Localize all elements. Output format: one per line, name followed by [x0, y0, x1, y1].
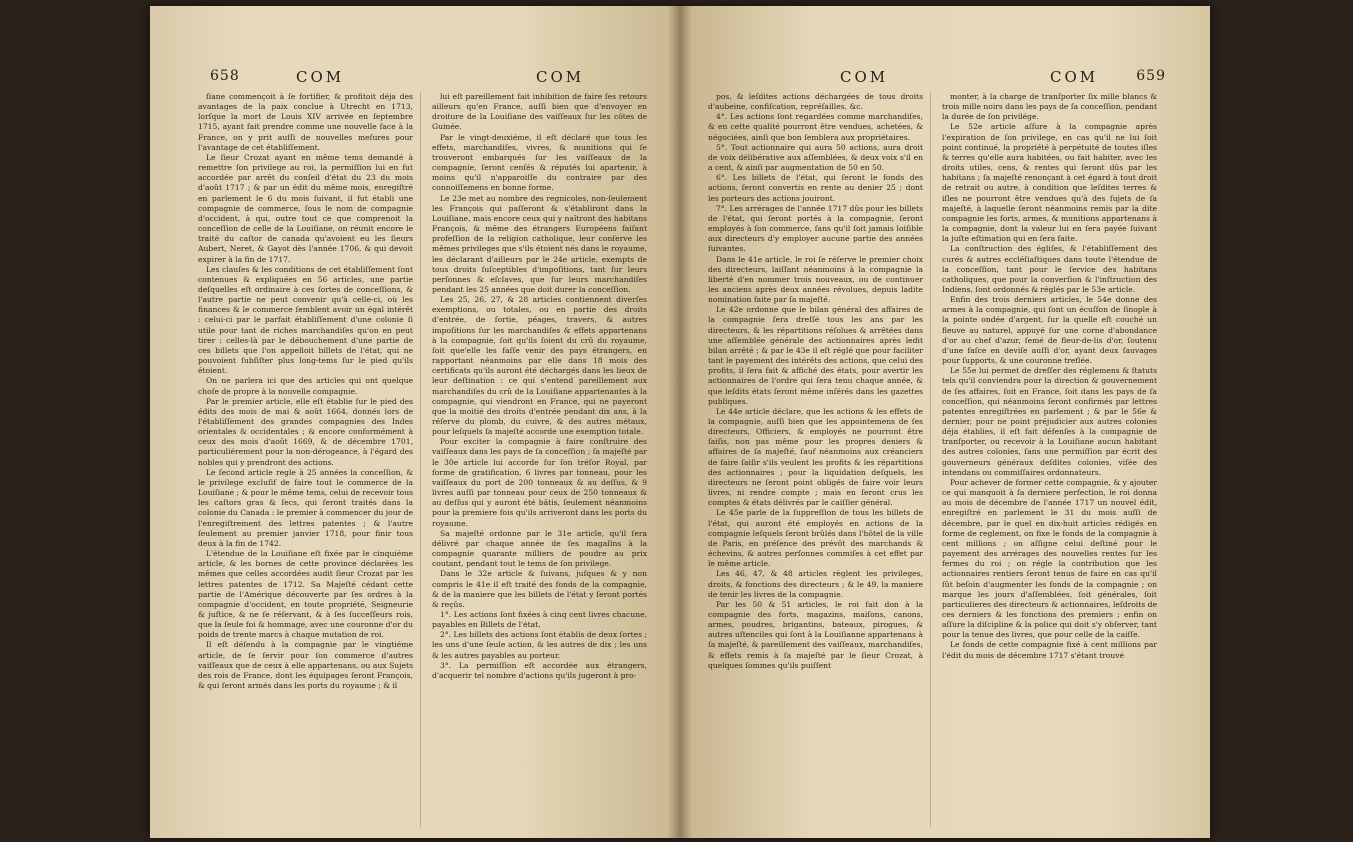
paragraph: ſiane commençoit à ſe fortifier, & profitoit déja des avantages de la paix conclue à Utrecht en 1713, lorſque la mort de Louis XIV arrivée en ſeptembre 1715, ayant fait prendre comme une nouvelle face à la France, on y prit auſſi de nouvelles meſures pour l'avantage de cet établiſſement.: [198, 92, 413, 152]
paragraph: 3°. La permiſſion eſt accordée aux étrangers, d'acquerir tel nombre d'actions qu'ils jugeront à pro-: [432, 660, 647, 680]
text-column: [708, 92, 923, 827]
paragraph: 5°. Tout actionnaire qui aura 50 actions, aura droit de voix délibérative aux aſſemblées, & deux voix s'il en a cent, & ainſi par augmentation de 50 en 50.: [708, 142, 923, 173]
paragraph: Enfin des trois derniers articles, le 54e donne des armes à la compagnie, qui ſont un écuſſon de ſinople à la pointe ondée d'argent, ſur la quelle eſt couché un fleuve au naturel, appuyé ſur une corne d'abondance d'or au chef d'azur, ſemé de fleur-de-lis d'or, ſoutenu d'une faſce en deviſe auſſi d'or, ayant deux ſauvages pour ſupports, & une couronne treflée.: [942, 295, 1157, 366]
column-rule: [930, 92, 931, 827]
paragraph: Pour achever de former cette compagnie, & y ajouter ce qui manquoit à ſa derniere perfection, le roi donna au mois de décembre de l'année 1717 un nouvel édit, enregiſtré en parlement le 31 du mois auſſi de décembre, par le quel en dix-huit articles rédigés en forme de reglement, on fixe le fonds de la compagnie à cent millions ; on aſſigne celui deſtiné pour le payement des arrérages des nouvelles rentes ſur les fermes du roi ; on régle la contribution que les actionnaires rentiers ſeront tenus de faire en cas qu'il ſût beſoin d'augmenter les fonds de la compagnie ; on marque les jours d'aſſemblées, ſoit générales, ſoit particulieres des directeurs & actionnaires, leſdroits de ces derniers & les fonctions des premiers ; enfin on aſſure la diſcipline & la police qui doit s'y obſerver, tant pour la tenue des livres, que pour celle de la caiſſe.: [942, 477, 1157, 640]
right-page: [680, 6, 1210, 838]
paragraph: Dans le 41e article, le roi ſe réſerve le premier choix des directeurs, laiſſant néanmoins à la compagnie la liberté d'en nommer trois nouveaux, ou de continuer les anciens après deux années révolues, depuis ladite nomination faite par ſa majeſté.: [708, 254, 923, 305]
paragraph: Le ſecond article regle à 25 années la conceſſion, & le privilege excluſif de faire tout le commerce de la Louiſiane ; & pour le même tems, celui de recevoir tous les caſtors gras & ſecs, qui ſeront traités dans la colonie du Canada : le premier à commencer du jour de l'enregiſtrement des lettres patentes ; & l'autre ſeulement au premier janvier 1718, pour finir tous deux à la fin de 1742.: [198, 467, 413, 548]
paragraph: Les 25, 26, 27, & 28 articles contiennent diverſes exemptions, ou totales, ou en partie des droits d'entrée, de ſortie, péages, travers, & autres impoſitions ſur les marchandiſes & effets appartenans à la compagnie, ſoit qu'ils ſoient du crû du royaume, ſoit que'elle les faſſe venir des pays étrangers, en rapportant néanmoins par elle dans 18 mois des certificats qu'ils auront été déchargés dans les lieux de leur deſtination : ce qui s'entend pareillement aux marchandiſes du crû de la Louiſiane appartenantes à la compagnie, qui viendront en France, qui ne payeront que la moitié des droits d'entrée pendant dix ans, à la réſerve du plomb, du cuivre, & des autres métaux, pour leſquels ſa majeſté accorde une exemption totale.: [432, 295, 647, 437]
paragraph: Le fonds de cette compagnie fixé à cent millions par l'édit du mois de décembre 1717 s'étant trouvé: [942, 640, 1157, 660]
right-page-header: [720, 68, 1166, 88]
paragraph: Dans le 32e article & ſuivans, juſques & y non compris le 41e il eſt traité des fonds de la compagnie, & de la maniere que les billets de l'état y ſeront portés & reçûs.: [432, 569, 647, 609]
paragraph: Le 23e met au nombre des regnicoles, non-ſeulement les François qui paſſeront & s'établiront dans la Louiſiane, mais encore ceux qui y naîtront des habitans François, & même des étrangers Européens faiſant profeſſion de la religion catholique, leur conſerve les mêmes privileges que s'ils étoient nés dans le royaume, les déclarant d'ailleurs par le 24e article, exempts de tous droits ſuſceptibles d'impoſitions, tant ſur leurs perſonnes & eſclaves, que ſur leurs marchandiſes pendant les 25 années que doit durer la conceſſion.: [432, 193, 647, 294]
paragraph: 4°. Les actions ſont regardées comme marchandiſes, & en cette qualité pourront être vendues, achetées, & négociées, ainſi que bon ſemblera aux propriétaires.: [708, 112, 923, 142]
page-number-right: 659: [1136, 68, 1166, 84]
left-page-header: [210, 68, 640, 88]
running-head: COM: [840, 68, 889, 86]
paragraph: Le 52e article aſſure à la compagnie après l'expiration de ſon privilege, en cas qu'il ne lui ſoit point continué, la propriété à perpétuité de toutes iſles & terres qu'elle aura habitées, ou fait habiter, avec les droits utiles, cens, & rentes qui ſeront dûs par les habitans ; ſa majeſté renonçant à cet égard à tout droit de retrait ou autre, à condition que leſdites terres & iſles ne pourront être vendues qu'à des ſujets de ſa majeſté, à laquelle ſeront néanmoins remis par la dite compagnie les forts, armes, & munitions appartenans à la compagnie, dont la valeur lui en ſera payée ſuivant la juſte eſtimation qui en ſera faite.: [942, 122, 1157, 244]
paragraph: Sa majeſté ordonne par le 31e article, qu'il ſera délivré par chaque année de ſes magaſins à la compagnie quarante milliers de poudre au prix coutant, pendant tout le tems de ſon privilege.: [432, 528, 647, 569]
text-column: [198, 92, 413, 827]
paragraph: pos, & leſdites actions déchargées de tous droits d'aubeine, confiſcation, repréſailles, &c.: [708, 92, 923, 112]
paragraph: Par le premier article, elle eſt établie ſur le pied des édits des mois de mai & août 1664, donnés lors de l'établiſſement des grandes compagnies des Indes orientales & occidentales ; & encore conformément à ceux des mois d'août 1669, & de décembre 1701, particuliérement pour la non-dérogeance, à l'égard des nobles qui y prendront des actions.: [198, 396, 413, 467]
book-gutter: [668, 6, 692, 838]
paragraph: monter, à la charge de tranſporter ſix mille blancs & trois mille noirs dans les pays de ſa conceſſion, pendant la durée de ſon privilége.: [942, 92, 1157, 122]
paragraph: Les 46, 47, & 48 articles règlent les privileges, droits, & fonctions des directeurs ; & le 49, la maniere de tenir les livres de la compagnie.: [708, 569, 923, 599]
paragraph: On ne parlera ici que des articles qui ont quelque choſe de propre à la nouvelle compagnie.: [198, 376, 413, 396]
paragraph: Par les 50 & 51 articles, le roi fait don à la compagnie des forts, magazins, maiſons, canons, armes, poudres, brigantins, bateaux, pirogues, & autres uſtenciles qui ſont à la Louiſianne appartenans à ſa majeſté, & pareillement des vaiſſeaux, marchandiſes, & effets remis à ſa majeſté par le ſieur Crozat, à quelques ſommes qu'ils puiſſent: [708, 599, 923, 670]
paragraph: Le 45e parle de la ſuppreſſion de tous les billets de l'état, qui auront été employés en actions de la compagnie leſquels ſeront brûlés dans l'hôtel de la ville de Paris, en préſence des prévôt des marchands & échevins, & autres perſonnes commiſes à cet effet par le même article.: [708, 508, 923, 569]
paragraph: Le ſieur Crozat ayant en même tems demandé à remettre ſon privilege au roi, la permiſſion lui en fut accordée par arrêt du conſeil d'état du 23 du mois d'août 1717 ; & par un édit du même mois, enregiſtré en parlement le 6 du mois ſuivant, il fut établi une compagnie de commerce, ſous le nom de compagnie d'occident, à qui, outre tout ce que comprenoit la conceſſion de celle de la Louiſiane, on réunit encore le traité du caſtor de canada qu'avoient eu les ſieurs Aubert, Neret, & Gayot dès l'année 1706, & qui devoit expirer à la fin de 1717.: [198, 152, 413, 264]
paragraph: 2°. Les billets des actions ſont établis de deux ſortes ; les uns d'une ſeule action, & les autres de dix ; les uns & les autres payables au porteur.: [432, 630, 647, 660]
left-page: [150, 6, 680, 838]
paragraph: 1°. Les actions ſont fixées à cinq cent livres chacune, payables en Billets de l'état.: [432, 609, 647, 630]
paragraph: La conſtruction des égliſes, & l'établiſſement des curés & autres eccléſiaſtiques dans toute l'étendue de la conceſſion, tant pour le ſervice des habitans catholiques, que pour la converſion & l'inſtruction des Indiens, ſont ordonnés & réglés par le 53e article.: [942, 244, 1157, 294]
paragraph: Le 42e ordonne que le bilan général des affaires de la compagnie ſera dreſſé tous les ans par les directeurs, & les répartitions réſolues & arrêtées dans une aſſemblée générale des actionnaires après ledit bilan arrêté ; & par le 43e il eſt réglé que pour faciliter tant le payement des intérêts des actions, que celui des profits, il ſera fait & affiché des états, pour avertir les actionnaires de l'ordre qui ſera tenu chaque année, & que leſdits états ſeront même inſérés dans les gazettes publiques.: [708, 305, 923, 406]
column-rule: [420, 92, 421, 827]
paragraph: 6°. Les billets de l'état, qui ſeront le fonds des actions, ſeront convertis en rente au denier 25 ; dont les porteurs des actions jouiront.: [708, 173, 923, 203]
paragraph: Pour exciter la compagnie à faire conſtruire des vaiſſeaux dans les pays de ſa conceſſion ; ſa majeſté par le 30e article lui accorde ſur ſon tréſor Royal, par forme de gratification, 6 livres par tonneau, pour les vaiſſeaux du port de 200 tonneaux & au deſſus, & 9 livres auſſi par tonneau pour ceux de 250 tonneaux & au deſſus qui y auront été bâtis, ſeulement néanmoins pour la premiere fois qu'ils arriveront dans les ports du royaume.: [432, 437, 647, 528]
page-number-left: 658: [210, 68, 240, 84]
text-column: [432, 92, 647, 827]
paragraph: Les clauſes & les conditions de cet établiſſement ſont contenues & expliquées en 56 articles, une partie deſquelles eſt ordinaire à ces ſortes de conceſſions, & l'autre partie ne peut convenir qu'à celle-ci, où les finances & le commerce ſemblent avoir un égal intérêt : celui-ci par le parfait établiſſement d'une colonie ſi utile pour tant de riches marchandiſes qu'on en peut tirer : celles-là par le débouchement d'une partie de ces billets que l'on appelloit billets de l'état, qui ne pouvoient ſubſiſter plus long-tems ſur le pied qu'ils étoient.: [198, 264, 413, 376]
running-head: COM: [296, 68, 345, 86]
book-spread: [150, 6, 1210, 838]
paragraph: Le 55e lui permet de dreſſer des réglemens & ſtatuts tels qu'il conviendra pour la direction & gouvernement de ſes affaires, ſoit en France, ſoit dans les pays de ſa conceſſion, qui néanmoins ſeront confirmés par lettres patentes enregiſtrées en parlement ; & par le 56e & dernier, pour ne point préjudicier aux autres colonies déja établies, il eſt fait défenſes à la compagnie de tranſporter, ou recevoir à la Louiſiane aucun habitant des autres colonies, ſans une permiſſion par écrit des gouverneurs généraux deſdites colonies, viſée des intendans ou commiſſaires ordonnateurs.: [942, 366, 1157, 477]
paragraph: lui eſt pareillement fait inhibition de faire ſes retours ailleurs qu'en France, auſſi bien que d'envoyer en droiture de la Louiſiane des vaiſſeaux ſur les côtes de Guinée.: [432, 92, 647, 132]
paragraph: 7°. Les arrérages de l'année 1717 dûs pour les billets de l'état, qui ſeront portés à la compagnie, ſeront employés à ſon commerce, ſans qu'il ſoit jamais loiſible aux directeurs d'y employer aucune partie des années ſuivantes.: [708, 203, 923, 254]
running-head: COM: [1050, 68, 1099, 86]
paragraph: L'étendue de la Louiſiane eſt fixée par le cinquiéme article, & les bornes de cette province déclarées les mêmes que celles accordées audit ſieur Crozat par les lettres patentes de 1712. Sa Majeſté cédant cette partie de l'Amérique découverte par ſes ordres à la compagnie d'occident, en toute propriété, Seigneurie & juſtice, & ne ſe réſervant, & à ſes ſucceſſeurs rois, que la ſeule foi & hommage, avec une couronne d'or du poids de trente marcs à chaque mutation de roi.: [198, 549, 413, 640]
paragraph: Le 44e article déclare, que les actions & les effets de la compagnie, auſſi bien que les appointemens de ſes directeurs, Officiers, & employés ne pourront être ſaiſis, non pas même pour les propres deniers & affaires de ſa majeſté, ſauf néanmoins aux créanciers de faire ſaiſir s'ils veulent les profits & les répartitions des actionnaires ; pour la liquidation deſquels, les directeurs ne ſeront point obligés de faire voir leurs livres, ni rendre compte ; mais en ſeront crus les comptes & états délivrés par le caiſſier général.: [708, 406, 923, 508]
running-head: COM: [536, 68, 585, 86]
paragraph: Par le vingt-deuxiéme, il eſt déclaré que tous les effets, marchandiſes, vivres, & munitions qui ſe trouveront embarqués ſur les vaiſſeaux de la compagnie, ſeront cenſés & réputés lui apartenir, à moins qu'il n'apparoiſſe du contraire par des connoiſſemens en bonne forme.: [432, 132, 647, 193]
text-column: [942, 92, 1157, 827]
paragraph: Il eſt déſendu à la compagnie par le vingtiéme article, de ſe ſervir pour ſon commerce d'autres vaiſſeaux que de ceux à elle appartenans, ou aux Sujets des rois de France, dont les équipages ſeront François, & qui ſeront armés dans les ports du royaume ; & il: [198, 640, 413, 691]
